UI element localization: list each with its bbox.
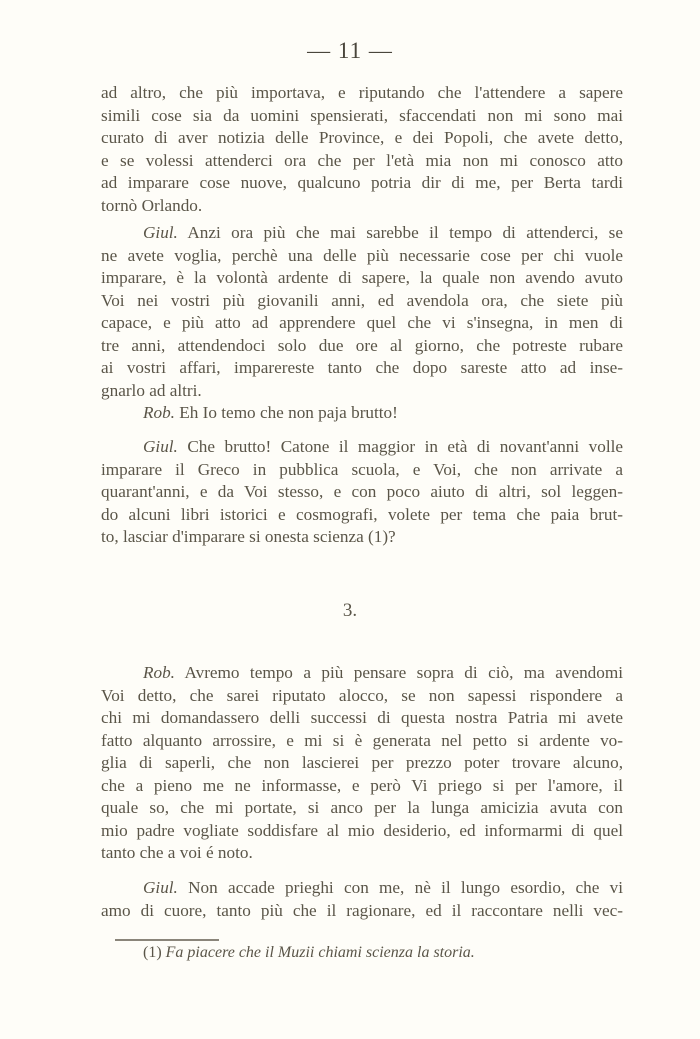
text-line: Voi nei vostri più giovanili anni, ed avendola ora, che siete più	[101, 290, 623, 310]
dialogue-first-line	[101, 222, 623, 245]
text-line: Che brutto! Catone il maggior in età di novant'anni volle	[187, 437, 624, 456]
footnote-text: Fa piacere che il Muzii chiami scienza la storia.	[165, 944, 475, 961]
dialogue-first-line	[101, 436, 623, 459]
text-line: gnarlo ad altri.	[101, 380, 202, 400]
text-line: capace, e più atto ad apprendere quel che vi s'insegna, in men di	[101, 313, 623, 332]
text-line: do alcuni libri istorici e cosmografi, volete per tema che paia brut-	[101, 504, 623, 524]
text-line: mio padre vogliate soddisfare al mio desiderio, ed informarmi di quel	[101, 820, 623, 840]
text-line: che a pieno me ne informasse, e però Vi priego si per l'amore, il	[101, 775, 623, 795]
speaker-label: Rob.	[143, 403, 175, 422]
text-line: Voi detto, che sarei riputato alocco, se non sapessi rispondere a	[101, 685, 623, 705]
dialogue-rob-2	[101, 662, 623, 865]
dialogue-giul-3	[101, 877, 623, 922]
text-line: simili cose sia da uomini spensierati, sfaccendati non mi sono mai	[101, 105, 623, 125]
text-line: imparare il Greco in pubblica scuola, e Voi, che non arrivate a	[101, 459, 623, 479]
dialogue-first-line	[101, 662, 623, 685]
section-number: 3.	[342, 600, 358, 621]
text-line: e se volessi attenderci ora che per l'età mia non mi conosco atto	[101, 150, 623, 170]
text-line: Anzi ora più che mai sarebbe il tempo di attenderci, se	[187, 223, 623, 242]
text-line: fatto alquanto arrossire, e mi si è generata nel petto si ardente vo-	[101, 730, 623, 750]
dialogue-first-line	[101, 402, 623, 425]
speaker-label: Giul.	[143, 878, 178, 897]
page-number: — 11 —	[307, 38, 393, 63]
text-line: ad imparare cose nuove, qualcuno potria dir di me, per Berta tardi	[101, 173, 623, 192]
text-line: Non accade prieghi con me, nè il lungo esordio, che vi	[188, 878, 624, 897]
paragraph-continuation	[101, 82, 623, 217]
dialogue-first-line	[101, 877, 623, 900]
text-line: curato di aver notizia delle Province, e dei Popoli, che avete detto,	[101, 128, 623, 147]
text-line: quale so, che mi portate, si anco per la lunga amicizia avuta con	[101, 798, 623, 817]
text-line: chi mi domandassero delli successi di questa nostra Patria mi avete	[101, 708, 623, 727]
speaker-label: Giul.	[143, 223, 178, 242]
text-line: tre anni, attendendoci solo due ore al giorno, che potreste rubare	[101, 335, 623, 355]
text-line: tornò Orlando.	[101, 195, 203, 215]
text-line: glia di saperli, che non lascierei per prezzo poter trovare alcuno,	[101, 753, 623, 772]
dialogue-giul-1	[101, 222, 623, 402]
speaker-label: Giul.	[143, 437, 178, 456]
text-line: Eh Io temo che non paja brutto!	[179, 403, 398, 422]
dialogue-giul-2	[101, 436, 623, 549]
text-line: Avremo tempo a più pensare sopra di ciò, ma avendomi	[184, 663, 623, 682]
footnote	[143, 944, 475, 962]
text-line: amo di cuore, tanto più che il ragionare, ed il raccontare nelli vec-	[101, 900, 623, 920]
dialogue-rob-1	[101, 402, 623, 425]
text-line: to, lasciar d'imparare si onesta scienza (1)?	[101, 527, 396, 546]
text-line: tanto che a voi é noto.	[101, 843, 253, 862]
text-line: ne avete voglia, perchè una delle più necessarie cose per chi vuole	[101, 245, 623, 265]
footnote-marker: (1)	[143, 944, 162, 961]
text-line: imparare, è la volontà ardente di sapere, la quale non avendo avuto	[101, 268, 623, 287]
text-line: quarant'anni, e da Voi stesso, e con poco aiuto di altri, sol leggen-	[101, 482, 623, 501]
footnote-divider	[115, 939, 219, 941]
speaker-label: Rob.	[143, 663, 175, 682]
text-line: ai vostri affari, imparereste tanto che dopo sareste atto ad inse-	[101, 358, 623, 377]
text-line: ad altro, che più importava, e riputando che l'attendere a sapere	[101, 83, 623, 102]
